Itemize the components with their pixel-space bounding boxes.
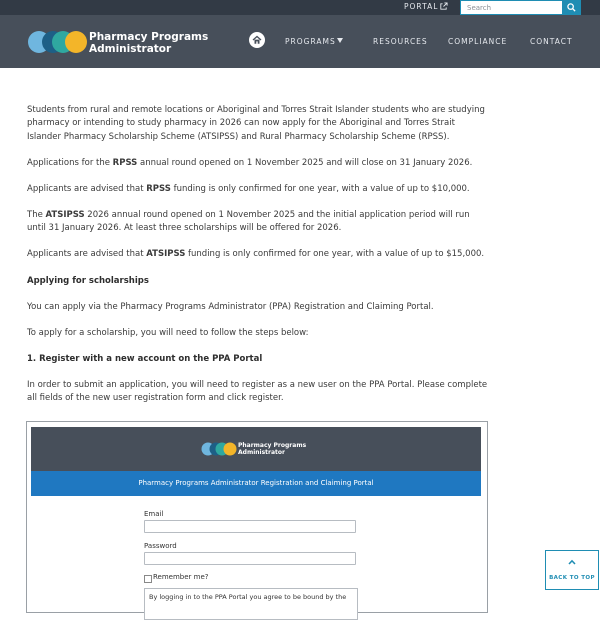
- screenshot-header: [31, 427, 481, 471]
- rpss-round-paragraph: Applications for the RPSS annual round opened on 1 November 2025 and will close on 31 January 2026.: [27, 158, 473, 168]
- screenshot-banner-title: Pharmacy Programs Administrator Registration and Claiming Portal: [138, 479, 374, 487]
- step1-heading: 1. Register with a new account on the PPA Portal: [27, 354, 263, 364]
- applying-heading: Applying for scholarships: [27, 276, 149, 286]
- external-link-icon[interactable]: [439, 2, 448, 11]
- nav-programs[interactable]: PROGRAMS: [285, 37, 336, 46]
- screenshot-banner: [31, 471, 481, 496]
- nav-compliance[interactable]: COMPLIANCE: [448, 37, 508, 46]
- screenshot-email-label: Email: [144, 510, 164, 518]
- atsipss-round-paragraph: The ATSIPSS 2026 annual round opened on 1 November 2025 and the initial application period will run until 31 January 2026. At least three scholarships will be offered for 2026.: [27, 210, 470, 234]
- search-button[interactable]: [563, 0, 581, 15]
- atsipss-term: ATSIPSS: [45, 210, 85, 220]
- screenshot-terms-text: By logging in to the PPA Portal you agree to be bound by the: [149, 593, 347, 601]
- screenshot-password-label: Password: [144, 542, 177, 550]
- screenshot-brand-line1: Pharmacy Programs: [238, 442, 307, 449]
- screenshot-brand-line2: Administrator: [238, 449, 285, 456]
- chevron-up-icon: [568, 559, 576, 565]
- brand-name-line1[interactable]: Pharmacy Programs: [89, 31, 209, 43]
- main-navigation: [0, 15, 600, 68]
- ppa-logo[interactable]: [27, 29, 89, 55]
- screenshot-remember-label: Remember me?: [153, 573, 209, 581]
- rpss-term: RPSS: [112, 158, 138, 168]
- screenshot-email-field: [144, 520, 356, 533]
- steps-intro-paragraph: To apply for a scholarship, you will need to follow the steps below:: [27, 328, 309, 338]
- top-utility-bar: [0, 0, 600, 15]
- screenshot-password-field: [144, 552, 356, 565]
- nav-contact[interactable]: CONTACT: [530, 37, 573, 46]
- brand-name-line2[interactable]: Administrator: [89, 43, 172, 55]
- search-input[interactable]: [460, 0, 563, 15]
- home-icon: [252, 35, 262, 45]
- back-to-top-button[interactable]: [545, 550, 599, 590]
- atsipss-funding-paragraph: Applicants are advised that ATSIPSS funding is only confirmed for one year, with a value of up to $15,000.: [27, 249, 485, 259]
- nav-resources[interactable]: RESOURCES: [373, 37, 428, 46]
- portal-link[interactable]: PORTAL: [404, 2, 439, 11]
- ppa-logo: [201, 441, 237, 457]
- atsipss-term: ATSIPSS: [146, 249, 186, 259]
- chevron-down-icon[interactable]: [337, 38, 343, 43]
- rpss-term: RPSS: [146, 184, 171, 194]
- intro-paragraph: Students from rural and remote locations or Aboriginal and Torres Strait Islander students who are studying pharmacy or intending to study pharmacy in 2026 can now apply for the Aboriginal and Torres Strait Islander Pharmacy Scholarship Scheme (ATSIPSS) and Rural Pharmacy Scholarship Scheme (RPSS).: [27, 105, 485, 142]
- rpss-funding-paragraph: Applicants are advised that RPSS funding is only confirmed for one year, with a value of up to $10,000.: [27, 184, 470, 194]
- step1-paragraph: In order to submit an application, you will need to register as a new user on the PPA Portal. Please complete all fields of the new user registration form and click register.: [27, 380, 488, 404]
- screenshot-terms-box: [144, 588, 358, 620]
- search-icon: [567, 3, 576, 12]
- portal-login-screenshot: [26, 421, 488, 613]
- screenshot-remember-checkbox: [144, 575, 152, 583]
- home-button[interactable]: [249, 32, 265, 48]
- back-to-top-label: BACK TO TOP: [549, 575, 595, 581]
- apply-via-paragraph: You can apply via the Pharmacy Programs Administrator (PPA) Registration and Claiming Portal.: [27, 302, 434, 312]
